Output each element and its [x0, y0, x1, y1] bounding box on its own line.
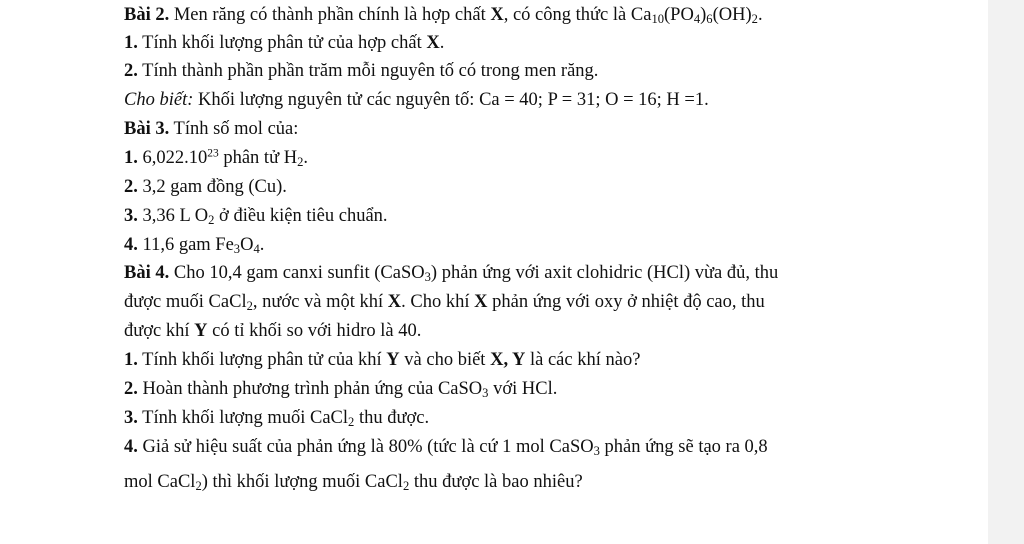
bai4-heading: Bài 4. — [124, 263, 170, 283]
bai2-question-1: 1. Tính khối lượng phân tử của hợp chất X. — [124, 33, 445, 53]
bai4-question-2: 2. Hoàn thành phương trình phản ứng của CaSO$_3$ với HCl. — [124, 379, 558, 401]
bai2-question-2: 2. Tính thành phần phần trăm mỗi nguyên tố có trong men răng. — [124, 61, 599, 81]
bai2-line-1: Bài 2. Men răng có thành phần chính là hợp chất X, có công thức là $Ca_{10}(PO_4)_6(OH)_2$. — [124, 5, 763, 27]
viewer-edge-bar — [988, 0, 1024, 544]
bai3-item-4: 4. 11,6 gam $Fe_3O_4$. — [124, 235, 265, 257]
bai2-given: Cho biết: Khối lượng nguyên tử các nguyên tố: Ca = 40; P = 31; O = 16; H =1. — [124, 90, 709, 110]
bai4-line-3: được khí Y có tỉ khối so với hidro là 40. — [124, 321, 422, 341]
bai3-item-3: 3. 3,36 L $O_2$ ở điều kiện tiêu chuẩn. — [124, 206, 388, 228]
bai3-heading: Bài 3. — [124, 119, 170, 139]
bai4-question-1: 1. Tính khối lượng phân tử của khí Y và cho biết X, Y là các khí nào? — [124, 350, 641, 370]
bai4-question-4-line-2: mol CaCl$_2$) thì khối lượng muối CaCl$_2$ thu được là bao nhiêu? — [124, 472, 583, 494]
bai2-heading: Bài 2. — [124, 5, 170, 25]
formula-hydroxyapatite: $Ca_{10}(PO_4)_6(OH)_2$. — [630, 5, 763, 27]
bai4-line-1: Bài 4. Cho 10,4 gam canxi sunfit (CaSO$_3$) phản ứng với axit clohidric (HCl) vừa đủ, thu — [124, 263, 779, 285]
bai3-heading-line: Bài 3. Tính số mol của: — [124, 119, 299, 139]
bai3-item-1: 1. 6,022.10$^{23}$ phân tử $H_2$. — [124, 147, 309, 170]
bai4-question-4-line-1: 4. Giả sử hiệu suất của phản ứng là 80% (tức là cứ 1 mol CaSO$_3$ phản ứng sẽ tạo ra 0,8 — [124, 437, 768, 459]
bai3-item-2: 2. 3,2 gam đồng (Cu). — [124, 177, 287, 197]
bai4-line-2: được muối CaCl$_2$, nước và một khí X. Cho khí X phản ứng với oxy ở nhiệt độ cao, thu — [124, 292, 765, 314]
bai4-question-3: 3. Tính khối lượng muối CaCl$_2$ thu được. — [124, 408, 430, 430]
